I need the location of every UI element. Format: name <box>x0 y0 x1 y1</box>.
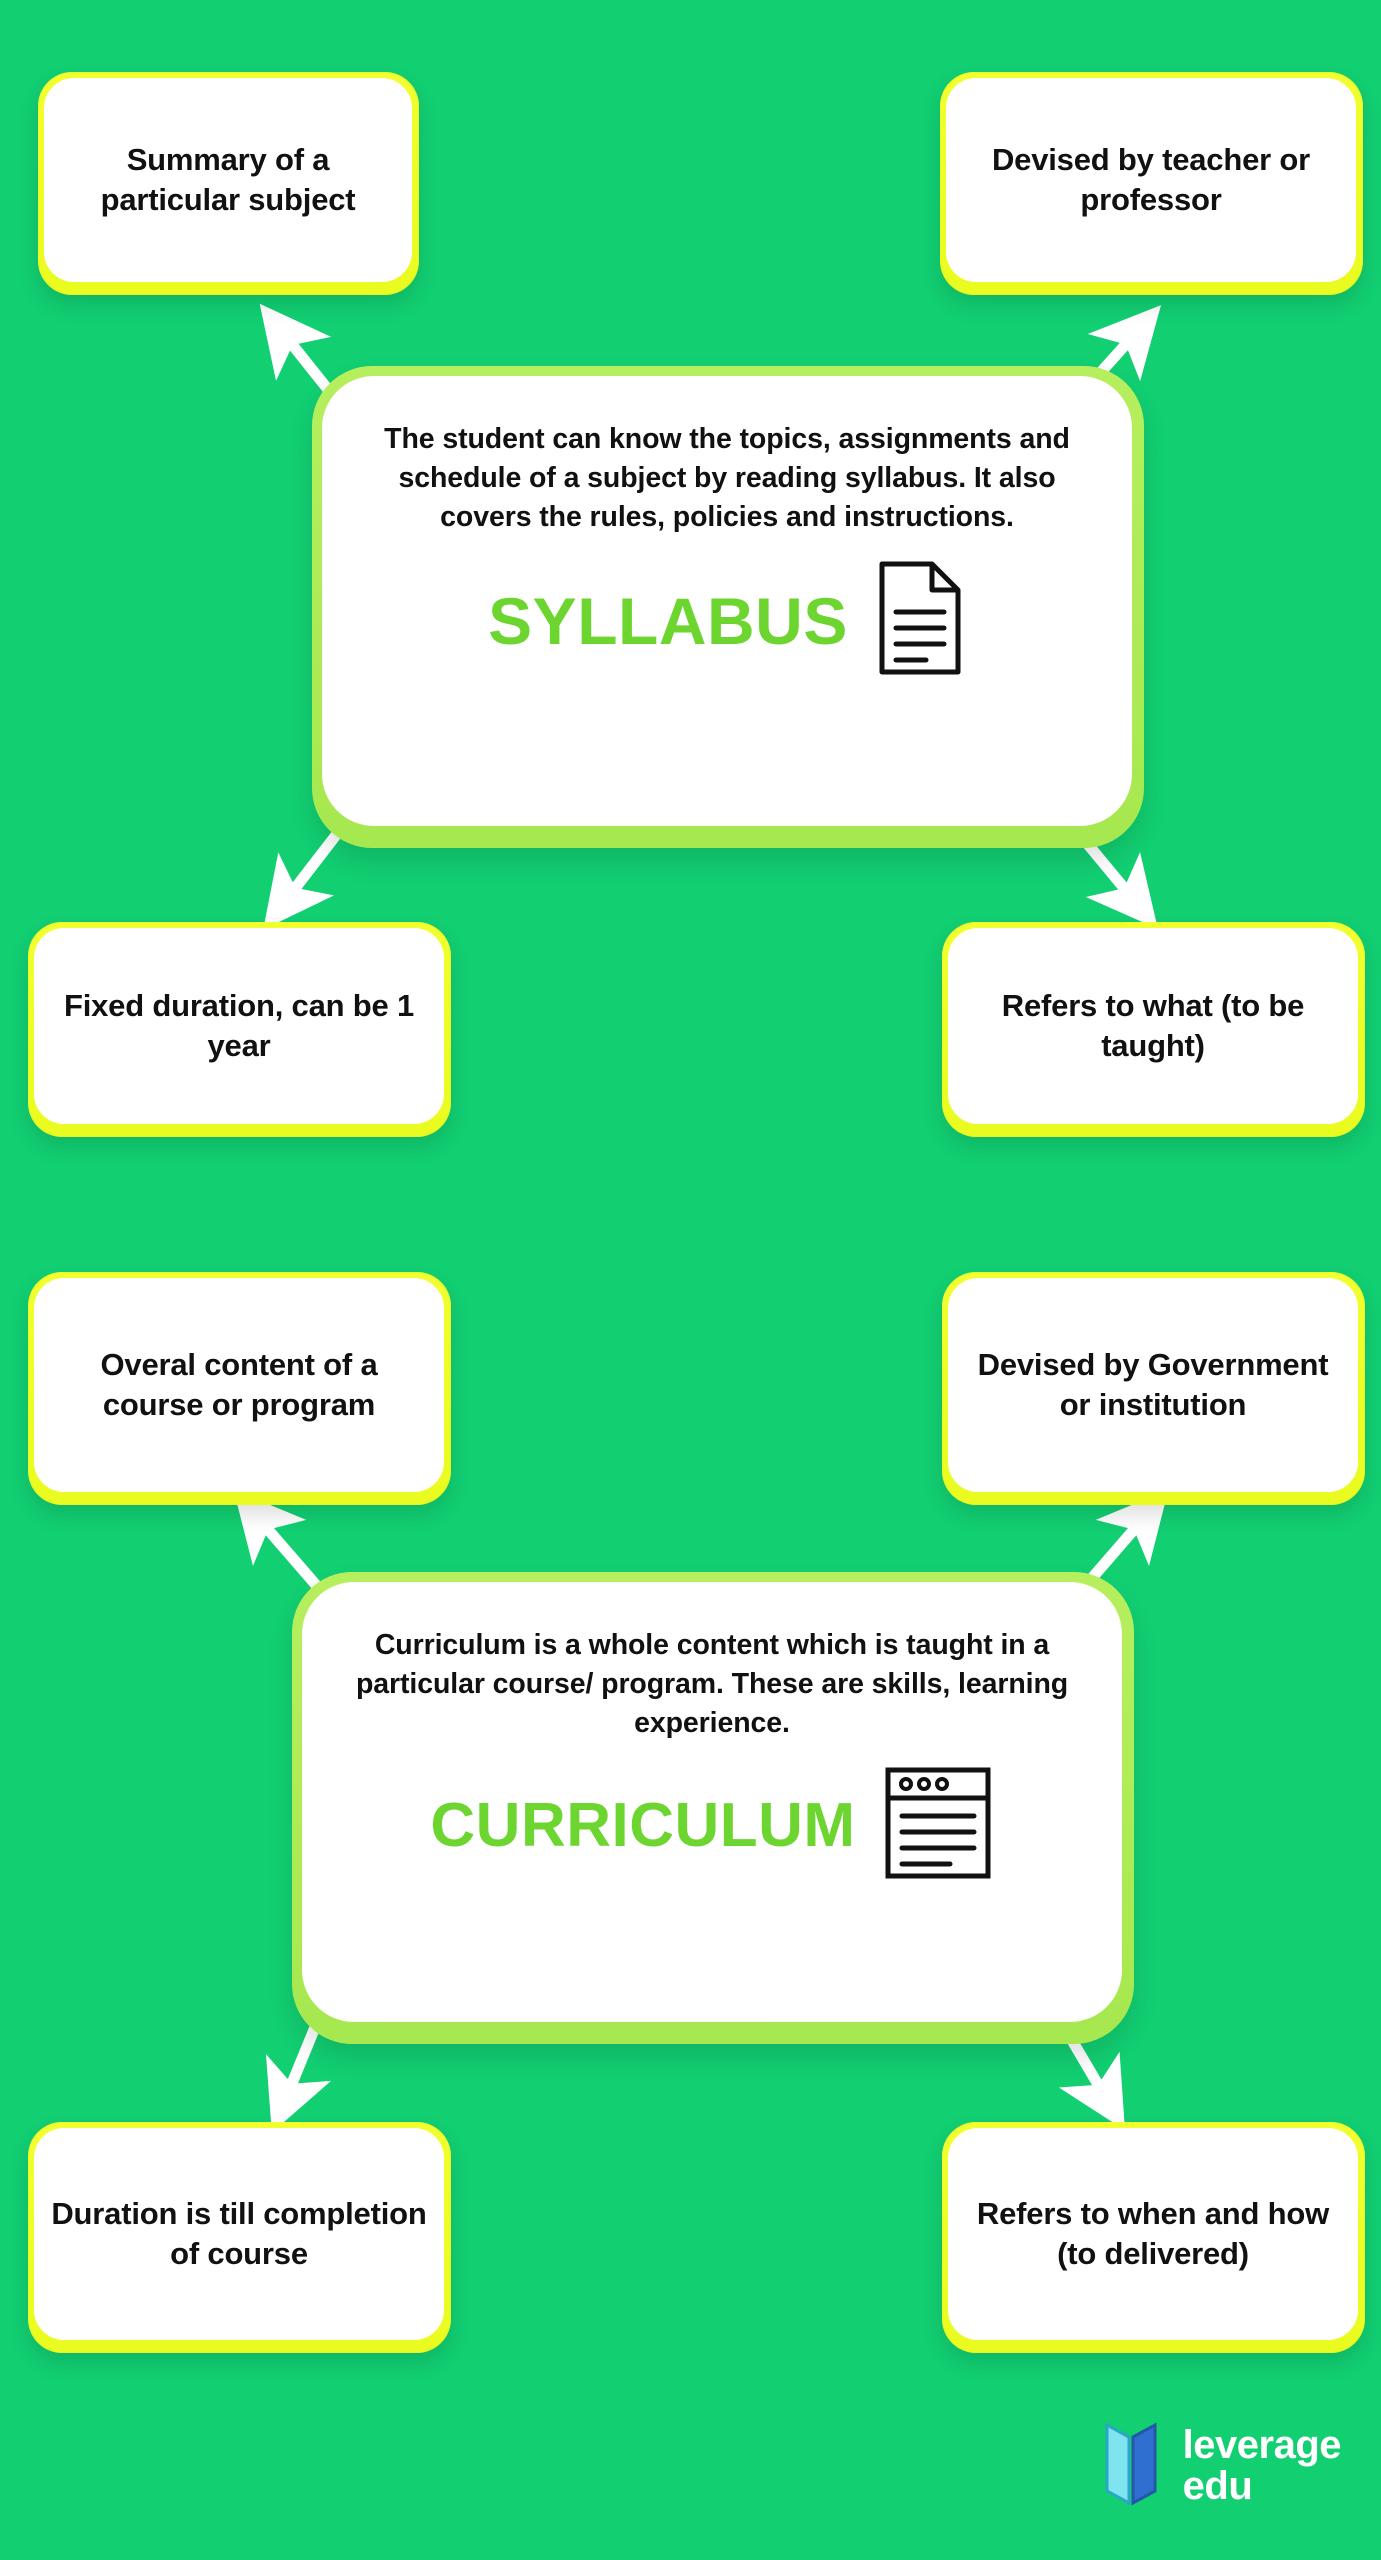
satellite-label: Summary of a particular subject <box>100 142 356 217</box>
card-inner <box>34 1278 444 1492</box>
card-inner <box>34 928 444 1124</box>
card-inner <box>948 2128 1358 2340</box>
curriculum-card <box>292 1572 1134 2044</box>
syllabus-title: SYLLABUS <box>488 583 848 658</box>
satellite-label: Refers to what (to be taught) <box>1001 988 1305 1063</box>
card-inner <box>948 1278 1358 1492</box>
satellite-label: Devised by teacher or professor <box>991 142 1310 217</box>
curriculum-satellite-duration <box>28 2122 451 2353</box>
browser-window-icon <box>882 1764 994 1887</box>
syllabus-card <box>312 366 1144 848</box>
leverage-edu-logo <box>1099 2415 1341 2516</box>
satellite-label: Fixed duration, can be 1 year <box>63 988 415 1063</box>
syllabus-description: The student can know the topics, assignments and schedule of a subject by reading syllabus. It also covers the rules, policies and instructions. <box>384 423 1070 533</box>
syllabus-satellite-refers-to <box>942 922 1365 1137</box>
card-inner <box>946 78 1356 282</box>
curriculum-description: Curriculum is a whole content which is taught in a particular course/ program. These are skills, learning experience. <box>355 1629 1069 1739</box>
curriculum-title: CURRICULUM <box>430 1790 856 1860</box>
curriculum-satellite-refers-to <box>942 2122 1365 2353</box>
card-inner <box>948 928 1358 1124</box>
logo-line-1: leverage <box>1182 2422 1341 2467</box>
card-inner <box>44 78 412 282</box>
satellite-label: Devised by Government or institution <box>977 1347 1329 1422</box>
curriculum-satellite-overall-content <box>28 1272 451 1505</box>
satellite-label: Duration is till completion of course <box>51 2196 427 2271</box>
document-icon <box>874 558 966 683</box>
syllabus-satellite-devised-by <box>940 72 1363 295</box>
card-inner <box>322 376 1132 826</box>
card-inner <box>34 2128 444 2340</box>
card-inner <box>302 1582 1122 2022</box>
satellite-label: Refers to when and how (to delivered) <box>976 2196 1330 2271</box>
logo-line-2: edu <box>1182 2463 1253 2508</box>
syllabus-satellite-duration <box>28 922 451 1137</box>
syllabus-title-row <box>368 558 1086 683</box>
curriculum-satellite-devised-by <box>942 1272 1365 1505</box>
open-book-icon <box>1099 2415 1169 2516</box>
satellite-label: Overal content of a course or program <box>100 1347 378 1422</box>
curriculum-title-row <box>348 1764 1076 1887</box>
syllabus-satellite-summary <box>38 72 419 295</box>
logo-wordmark <box>1182 2422 1341 2508</box>
